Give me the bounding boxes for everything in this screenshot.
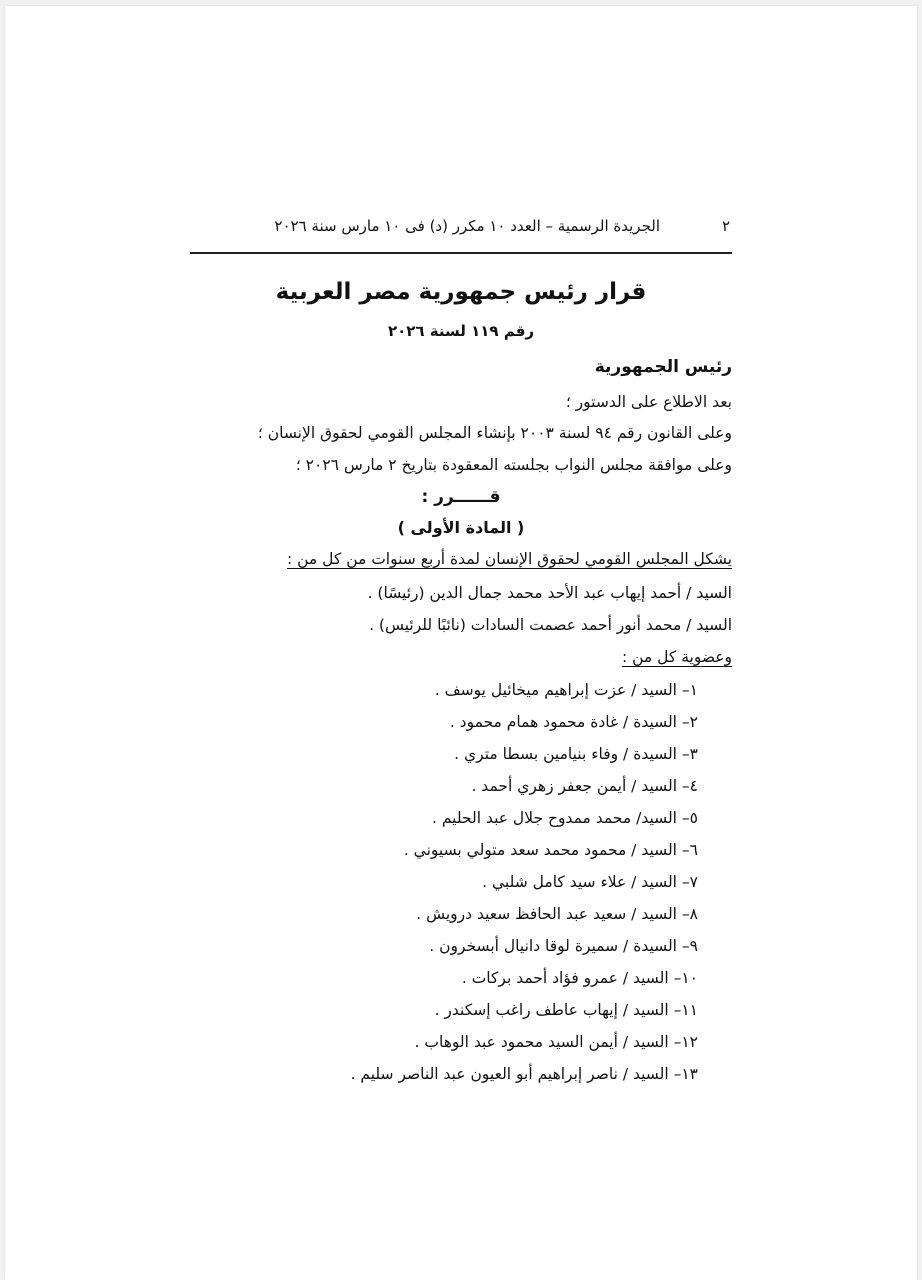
decree-number: رقم ١١٩ لسنة ٢٠٢٦ — [387, 322, 535, 340]
page-number: ٢ — [721, 217, 730, 235]
member-item: ٨– السيد / سعيد عبد الحافظ سعيد درويش . — [416, 905, 698, 923]
document-page — [5, 6, 917, 1280]
vice-chair-line: السيد / محمد أنور أحمد عصمت السادات (نائبًا للرئيس) . — [369, 616, 732, 634]
article-intro: يشكل المجلس القومي لحقوق الإنسان لمدة أربع سنوات من كل من : — [286, 550, 732, 568]
preamble-line: وعلى القانون رقم ٩٤ لسنة ٢٠٠٣ بإنشاء المجلس القومي لحقوق الإنسان ؛ — [257, 424, 732, 442]
article-title: ( المادة الأولى ) — [397, 518, 525, 537]
member-item: ١٣– السيد / ناصر إبراهيم أبو العيون عبد الناصر سليم . — [350, 1065, 698, 1083]
running-header — [190, 215, 732, 241]
member-item: ١٢– السيد / أيمن السيد محمود عبد الوهاب . — [414, 1033, 698, 1051]
issuer-heading: رئيس الجمهورية — [594, 357, 732, 377]
decree-title: قرار رئيس جمهورية مصر العربية — [275, 279, 647, 305]
member-item: ٣– السيدة / وفاء بنيامين بسطا متري . — [454, 745, 698, 763]
preamble-line: وعلى موافقة مجلس النواب بجلسته المعقودة بتاريخ ٢ مارس ٢٠٢٦ ؛ — [295, 456, 732, 474]
member-item: ٩– السيدة / سميرة لوقا دانيال أبسخرون . — [429, 937, 698, 955]
member-item: ٢– السيدة / غادة محمود همام محمود . — [449, 713, 698, 731]
member-item: ٤– السيد / أيمن جعفر زهري أحمد . — [471, 777, 698, 795]
member-item: ٧– السيد / علاء سيد كامل شلبي . — [482, 873, 698, 891]
header-divider — [190, 252, 732, 254]
members-intro: وعضوية كل من : — [621, 648, 732, 666]
member-item: ١– السيد / عزت إبراهيم ميخائيل يوسف . — [434, 681, 698, 699]
member-item: ١١– السيد / إيهاب عاطف راغب إسكندر . — [434, 1001, 698, 1019]
member-item: ١٠– السيد / عمرو فؤاد أحمد بركات . — [461, 969, 698, 987]
member-item: ٥– السيد/ محمد ممدوح جلال عبد الحليم . — [432, 809, 698, 827]
preamble-line: بعد الاطلاع على الدستور ؛ — [565, 393, 732, 411]
publication-line: الجريدة الرسمية – العدد ١٠ مكرر (د) فى ١٠ مارس سنة ٢٠٢٦ — [274, 217, 660, 235]
decided-heading: قــــــرر : — [421, 487, 501, 507]
chair-line: السيد / أحمد إيهاب عبد الأحد محمد جمال الدين (رئيسًا) . — [367, 584, 732, 602]
member-item: ٦– السيد / محمود محمد سعد متولي بسيوني . — [403, 841, 698, 859]
